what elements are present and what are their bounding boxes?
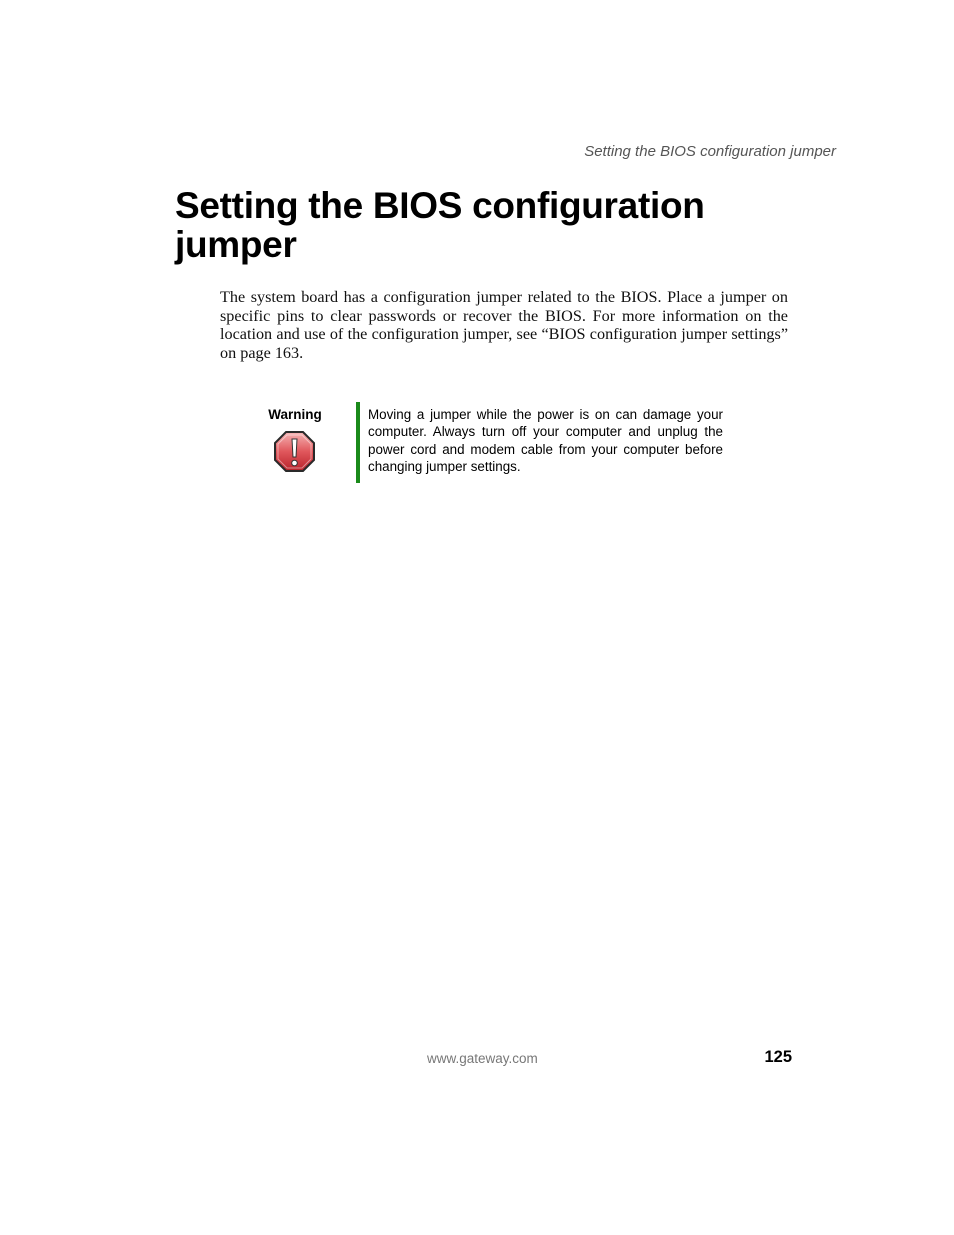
warning-divider xyxy=(356,402,360,483)
running-header: Setting the BIOS configuration jumper xyxy=(584,143,836,160)
page-title: Setting the BIOS configuration jumper xyxy=(175,185,705,265)
body-paragraph: The system board has a configuration jumper related to the BIOS. Place a jumper on specific pins to clear passwords or recover the BIOS. For more information on the location and use of the configuration jumper, see “BIOS configuration jumper settings” on page 163. xyxy=(220,288,788,363)
page-number: 125 xyxy=(764,1048,792,1066)
footer-url: www.gateway.com xyxy=(427,1051,538,1066)
warning-text: Moving a jumper while the power is on can damage your computer. Always turn off your computer and unplug the power cord and modem cable from your computer before changing jumper settings. xyxy=(368,407,723,474)
warning-stop-icon xyxy=(273,430,316,473)
warning-label: Warning xyxy=(268,407,322,422)
